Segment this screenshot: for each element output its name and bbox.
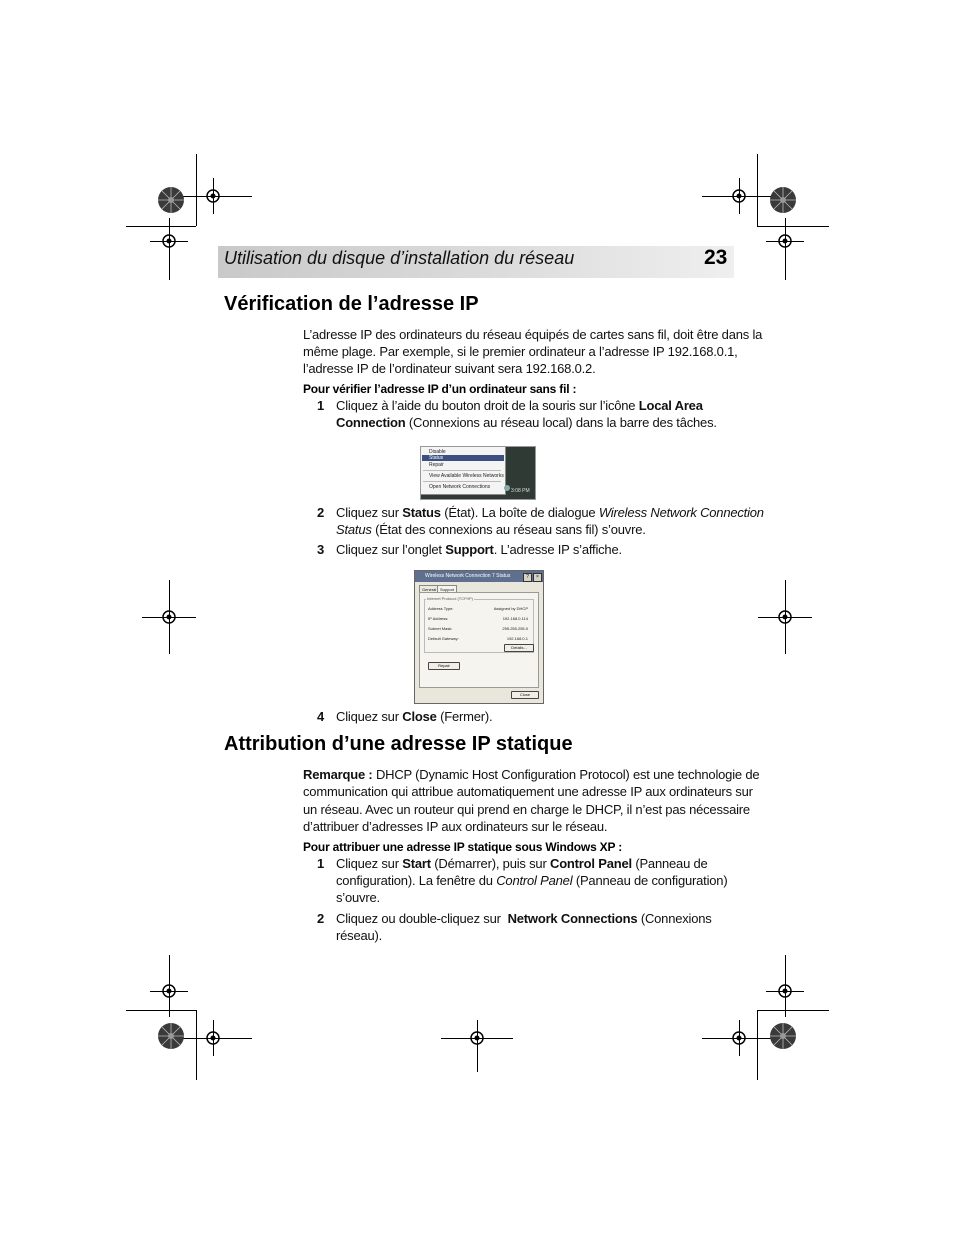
color-target-icon <box>769 186 797 214</box>
step-text-part: configuration). La fenêtre du <box>336 873 497 888</box>
menu-separator <box>423 470 501 471</box>
registration-mark-icon <box>466 1027 488 1049</box>
registration-mark-icon <box>202 1027 224 1049</box>
intro-line: même plage. Par exemple, si le premier ordinateur a l’adresse IP 192.168.0.1, <box>303 344 738 359</box>
step-text: s’ouvre. <box>336 890 380 905</box>
dialog-title: Wireless Network Connection 7 Status <box>425 573 511 579</box>
menu-item-disable[interactable]: Disable <box>429 449 446 455</box>
section-heading-static-ip: Attribution d’une adresse IP statique <box>224 733 573 755</box>
step-text-part: Cliquez sur <box>336 505 403 520</box>
step-text <box>336 910 712 928</box>
step-text-part: Cliquez sur <box>336 709 403 724</box>
running-header: Utilisation du disque d’installation du réseau <box>224 248 575 268</box>
close-button[interactable]: Close <box>511 691 539 699</box>
procedure-title: Pour attribuer une adresse IP statique sous Windows XP : <box>303 840 622 854</box>
step-number: 2 <box>317 505 325 520</box>
note-line: d’attribuer d’adresses IP aux ordinateurs sur le réseau. <box>303 819 608 834</box>
color-target-icon <box>769 1022 797 1050</box>
color-target-icon <box>157 186 185 214</box>
field-value: 255.255.255.0 <box>502 626 528 631</box>
context-menu-screenshot <box>420 446 536 500</box>
step-text-part: Cliquez sur <box>336 856 403 871</box>
ui-term: Status <box>402 505 441 520</box>
group-label: Internet Protocol (TCP/IP) <box>427 596 474 601</box>
ui-term: Local Area <box>638 398 703 413</box>
step-text <box>336 414 717 432</box>
step-text-part: Cliquez sur l’onglet <box>336 542 446 557</box>
ui-term: Status <box>336 522 372 537</box>
color-target-icon <box>157 1022 185 1050</box>
step-number: 3 <box>317 542 325 557</box>
ui-term: Connection <box>336 415 406 430</box>
field-label: IP Address: <box>428 616 449 621</box>
procedure-title: Pour vérifier l’adresse IP d’un ordinateur sans fil : <box>303 382 577 396</box>
help-icon[interactable]: ? <box>523 573 532 582</box>
field-value: 192.168.0.1 <box>506 636 528 641</box>
registration-mark-icon <box>774 606 796 628</box>
registration-mark-icon <box>728 1027 750 1049</box>
field-label: Address Type: <box>428 606 454 611</box>
intro-line: L’adresse IP des ordinateurs du réseau équipés de cartes sans fil, doit être dans la <box>303 327 763 342</box>
step-text-part: (Panneau de <box>631 856 708 871</box>
step-text-part: (Connexions au réseau local) dans la barre des tâches. <box>405 415 717 430</box>
intro-line: l’adresse IP de l’ordinateur suivant sera 192.168.0.2. <box>303 361 596 376</box>
menu-separator <box>423 481 501 482</box>
field-value: 192.168.0.114 <box>502 616 528 621</box>
step-text <box>336 872 727 890</box>
note-line: communication qui attribue automatiquement une adresse IP aux ordinateurs sur <box>303 784 753 799</box>
repair-button[interactable]: Repair <box>428 662 460 670</box>
step-text-part: (Panneau de configuration) <box>572 873 728 888</box>
step-text-part: (Fermer). <box>436 709 493 724</box>
step-text-part: Cliquez ou double-cliquez sur <box>336 911 508 926</box>
step-text: réseau). <box>336 928 383 943</box>
menu-item-open-connections[interactable]: Open Network Connections <box>429 484 491 490</box>
registration-mark-icon <box>158 980 180 1002</box>
registration-mark-icon <box>728 185 750 207</box>
note-label: Remarque : <box>303 767 373 782</box>
step-text <box>336 855 708 873</box>
ui-term: Close <box>402 709 437 724</box>
step-text <box>336 708 492 726</box>
taskbar-clock: 3:08 PM <box>511 488 530 494</box>
step-number: 4 <box>317 709 325 724</box>
ui-term: Start <box>402 856 431 871</box>
step-number: 2 <box>317 911 325 926</box>
registration-mark-icon <box>158 230 180 252</box>
field-value: Assigned by DHCP <box>493 606 528 611</box>
note-line <box>303 766 759 784</box>
close-icon[interactable]: × <box>533 573 542 582</box>
registration-mark-icon <box>158 606 180 628</box>
context-menu <box>421 447 506 495</box>
registration-mark-icon <box>774 230 796 252</box>
step-text <box>336 397 703 415</box>
step-text-part: Cliquez à l’aide du bouton droit de la souris sur l’icône <box>336 398 639 413</box>
step-text-part: (Démarrer), puis sur <box>430 856 550 871</box>
step-number: 1 <box>317 398 325 413</box>
tab-general[interactable]: General <box>419 585 439 593</box>
registration-mark-icon <box>774 980 796 1002</box>
status-dialog-screenshot <box>414 570 544 704</box>
note-line: un réseau. Avec un routeur qui prend en charge le DHCP, il n’est pas nécessaire <box>303 802 750 817</box>
section-heading-ip-check: Vérification de l’adresse IP <box>224 293 479 315</box>
step-text <box>336 521 646 539</box>
support-panel <box>419 592 539 688</box>
step-number: 1 <box>317 856 325 871</box>
ui-term: Wireless Network Connection <box>598 505 764 520</box>
note-text: DHCP (Dynamic Host Configuration Protocol) est une technologie de <box>372 767 760 782</box>
tab-support[interactable]: Support <box>437 585 457 593</box>
step-text <box>336 541 622 559</box>
field-label: Default Gateway: <box>428 636 459 641</box>
ui-term: Network Connections <box>507 911 638 926</box>
step-text-part: (État). La boîte de dialogue <box>440 505 599 520</box>
registration-mark-icon <box>202 185 224 207</box>
ui-term: Support <box>445 542 494 557</box>
field-label: Subnet Mask: <box>428 626 453 631</box>
menu-item-status[interactable]: Status <box>422 455 504 461</box>
page-number: 23 <box>704 246 728 269</box>
menu-item-view-wireless[interactable]: View Available Wireless Networks <box>429 473 504 479</box>
ui-term: Control Panel <box>550 856 632 871</box>
step-text-part: . L’adresse IP s’affiche. <box>493 542 622 557</box>
network-tray-icon[interactable] <box>504 485 510 491</box>
details-button[interactable]: Details... <box>504 644 534 652</box>
step-text <box>336 504 764 522</box>
menu-item-repair[interactable]: Repair <box>429 462 444 468</box>
step-text-part: (Connexions <box>637 911 712 926</box>
step-text-part: (État des connexions au réseau sans fil) s’ouvre. <box>371 522 646 537</box>
ui-term: Control Panel <box>496 873 573 888</box>
